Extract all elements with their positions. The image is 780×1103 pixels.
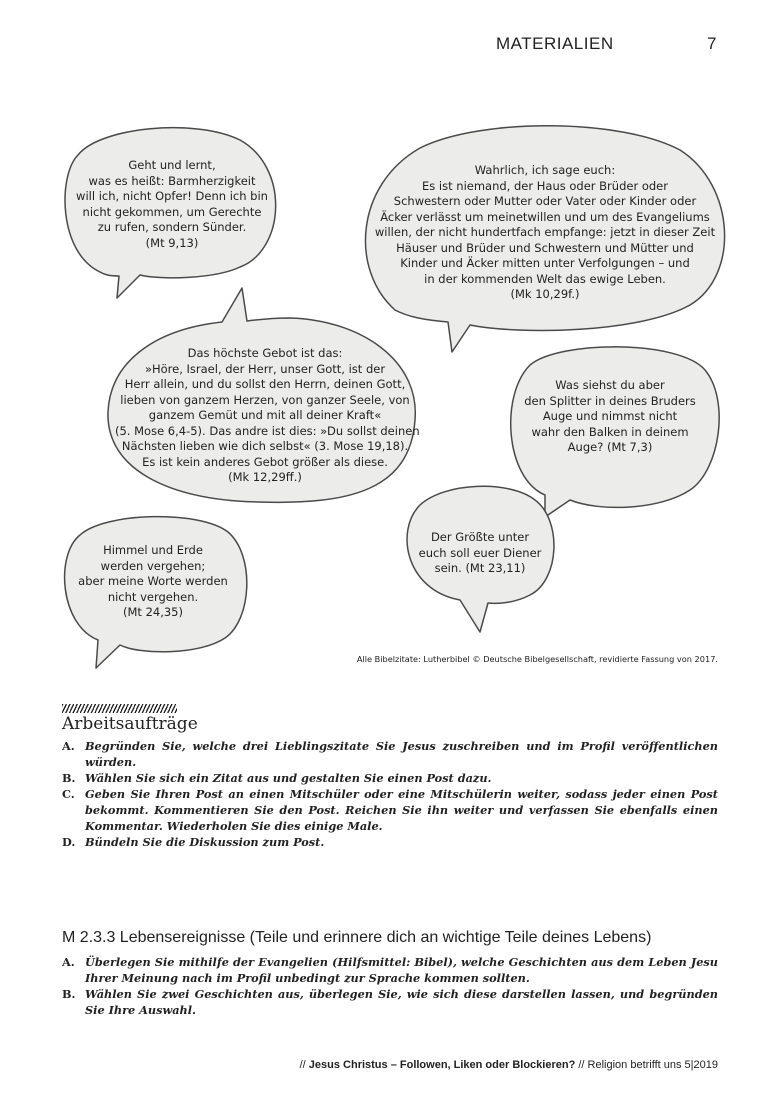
m233-task-list	[62, 954, 718, 1018]
task-text: Wählen Sie sich ein Zitat aus und gestalten Sie einen Post dazu.	[85, 771, 492, 785]
task-item	[62, 786, 718, 834]
bubble-line: Kinder und Äcker mitten unter Verfolgungen – und	[400, 256, 690, 270]
page-number: 7	[707, 34, 717, 53]
bubble-line: Das höchste Gebot ist das:	[187, 346, 343, 360]
bubble-line: Häuser und Brüder und Schwestern und Mütter und	[396, 240, 694, 255]
task-item	[62, 738, 718, 770]
bubble-line: Was siehst du aber	[555, 378, 665, 392]
task-letter: B.	[62, 987, 76, 1001]
task-item	[62, 834, 718, 850]
task-letter: D.	[62, 835, 76, 849]
bubble-line: nicht vergehen.	[107, 589, 199, 604]
bubble-line: (Mk 10,29f.)	[510, 287, 580, 301]
footer-prefix: //	[299, 1059, 309, 1071]
header-title: MATERIALIEN	[496, 34, 614, 53]
task-letter: A.	[62, 955, 75, 969]
bubble-line: lieben von ganzem Herzen, von ganzer Seele, von	[120, 392, 410, 407]
bubble-line: Himmel und Erde	[103, 543, 203, 557]
task-text: Wählen Sie zwei Geschichten aus, überlegen Sie, wie sich diese darstellen lassen, und begründen Sie Ihre Auswahl.	[85, 987, 718, 1017]
task-text: Bündeln Sie die Diskussion zum Post.	[85, 835, 325, 849]
bubble-line: Auge und nimmst nicht	[542, 409, 678, 423]
bubble-line: willen, der nicht hundertfach empfange: jetzt in dieser Zeit	[374, 225, 716, 239]
task-list	[62, 738, 718, 850]
bubble-line: Schwestern oder Mutter oder Vater oder Kinder oder	[393, 194, 697, 208]
task-item	[62, 770, 718, 786]
task-item	[62, 986, 718, 1018]
bubble-line: Geht und lernt,	[128, 158, 216, 172]
bubble-line: aber meine Worte werden	[78, 574, 228, 588]
bible-credit: Alle Bibelzitate: Lutherbibel © Deutsche Bibelgesellschaft, revidierte Fassung von 2017.	[356, 654, 718, 664]
bubble-6-text	[405, 530, 555, 577]
bubble-line: (Mk 12,29ff.)	[228, 470, 302, 484]
bubble-line: Der Größte unter	[430, 530, 530, 544]
section-heading: Arbeitsaufträge	[62, 714, 198, 734]
bubble-line: (5. Mose 6,4-5). Das andre ist dies: »Du sollst deinen	[115, 423, 420, 438]
bubble-2-text	[360, 163, 730, 303]
task-letter: B.	[62, 771, 76, 785]
bubble-line: werden vergehen;	[100, 558, 206, 573]
bubble-line: was es heißt: Barmherzigkeit	[88, 173, 256, 188]
bubble-line: ganzem Gemüt und mit all deiner Kraft«	[148, 408, 382, 422]
task-letter: A.	[62, 739, 75, 753]
bubble-line: in der kommenden Welt das ewige Leben.	[424, 271, 666, 286]
bubble-line: (Mt 9,13)	[145, 235, 199, 250]
bubble-line: euch soll euer Diener	[418, 545, 542, 560]
footer-source: Religion betrifft uns 5|2019	[587, 1059, 718, 1071]
bubble-line: Nächsten lieben wie dich selbst« (3. Mose 19,18).	[121, 439, 409, 453]
bubble-line: zu rufen, sondern Sünder.	[97, 220, 247, 234]
bubble-line: (Mt 24,35)	[123, 605, 183, 619]
footer-title: Jesus Christus – Followen, Liken oder Blockieren?	[308, 1059, 576, 1071]
m233-heading: M 2.3.3 Lebensereignisse (Teile und erinnere dich an wichtige Teile deines Lebens)	[62, 929, 652, 946]
bubble-line: Es ist niemand, der Haus oder Brüder oder	[422, 178, 668, 193]
footer	[300, 1059, 718, 1071]
bubble-line: Äcker verlässt um meinetwillen und um des Evangeliums	[380, 209, 710, 224]
task-item	[62, 954, 718, 986]
task-text: Überlegen Sie mithilfe der Evangelien (Hilfsmittel: Bibel), welche Geschichten aus dem Leben Jesu Ihrer Meinung nach im Profil unbedingt zur Sprache kommen sollten.	[85, 955, 718, 985]
bubble-line: sein. (Mt 23,11)	[434, 561, 526, 575]
bubble-line: »Höre, Israel, der Herr, unser Gott, ist der	[144, 361, 386, 376]
bubble-5-text	[68, 543, 238, 621]
bubble-line: will ich, nicht Opfer! Denn ich bin	[76, 189, 268, 203]
bubble-3-text	[115, 346, 420, 486]
bubble-4-text	[510, 378, 710, 456]
bubble-line: den Splitter in deines Bruders	[524, 393, 696, 408]
hatch-decoration	[62, 704, 177, 713]
bubble-line: Wahrlich, ich sage euch:	[474, 163, 616, 177]
task-text: Geben Sie Ihren Post an einen Mitschüler oder eine Mitschülerin weiter, sodass jeder einen Post bekommt. Kommentieren Sie den Post. Reichen Sie ihn weiter und verfassen Sie ebenfalls einen Kommentar. Wiederholen Sie dies einige Male.	[85, 787, 718, 833]
bubble-line: wahr den Balken in deinem	[531, 424, 689, 439]
task-text: Begründen Sie, welche drei Lieblingszitate Sie Jesus zuschreiben und im Profil veröffentlichen würden.	[85, 739, 718, 769]
bubble-line: nicht gekommen, um Gerechte	[82, 204, 262, 219]
bubble-1-text	[72, 158, 272, 251]
task-letter: C.	[62, 787, 75, 801]
bubble-line: Auge? (Mt 7,3)	[567, 440, 653, 454]
bubble-line: Es ist kein anderes Gebot größer als diese.	[142, 454, 388, 469]
bubble-line: Herr allein, und du sollst den Herrn, deinen Gott,	[124, 377, 406, 391]
footer-separator: //	[575, 1059, 588, 1071]
